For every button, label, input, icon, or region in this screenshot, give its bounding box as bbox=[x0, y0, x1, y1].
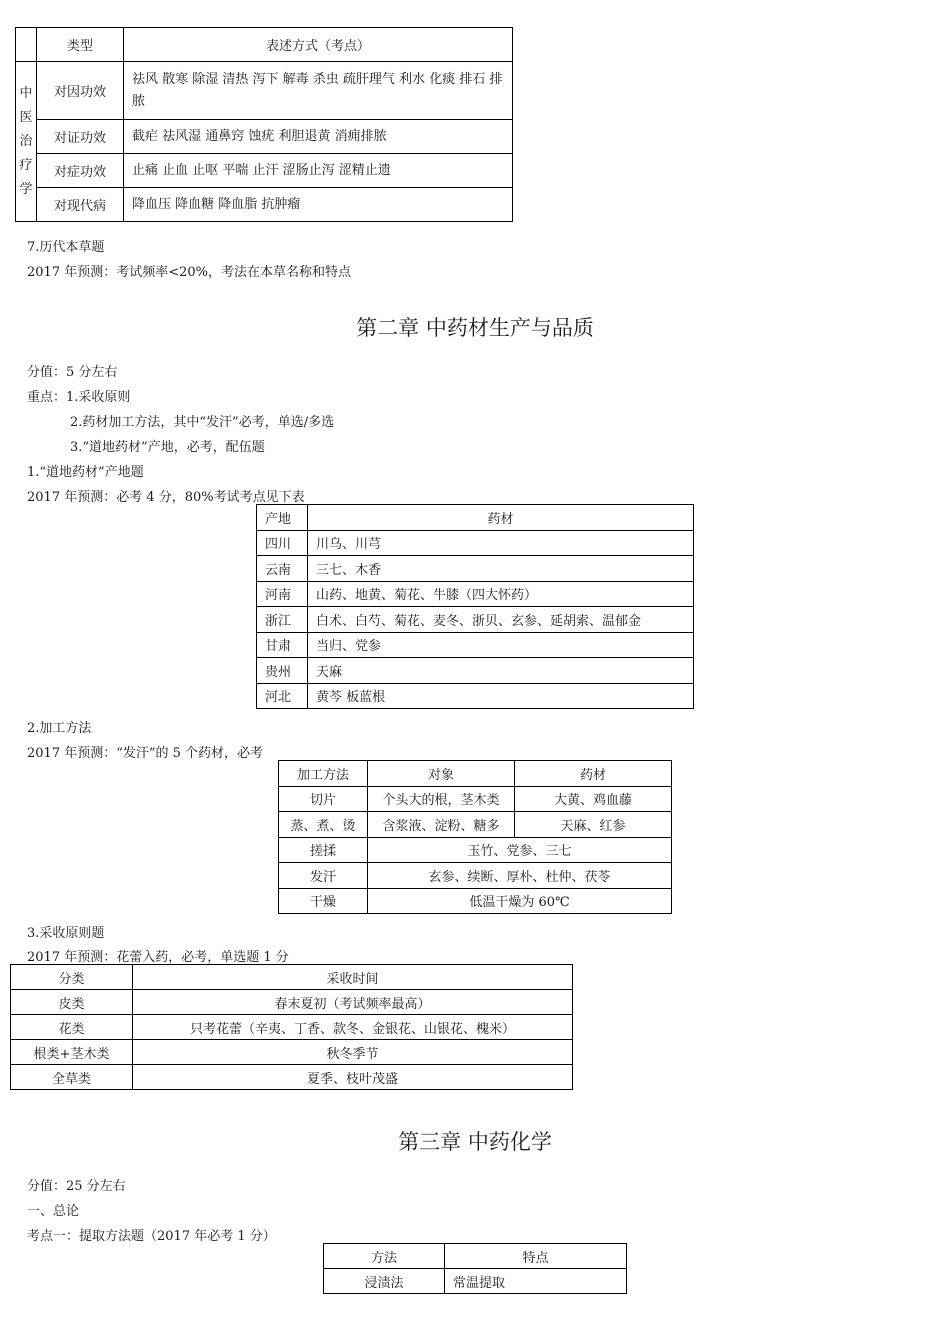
section-heading: 一、总论 bbox=[27, 1204, 80, 1219]
extraction-table bbox=[323, 1243, 627, 1294]
table-header-cell: 方法 bbox=[324, 1244, 445, 1269]
table-cell: 根类+茎木类 bbox=[11, 1040, 133, 1065]
table-row bbox=[257, 632, 694, 658]
table-cell: 山药、地黄、菊花、牛膝（四大怀药） bbox=[308, 581, 694, 607]
table-cell: 祛风 散寒 除湿 清热 泻下 解毒 杀虫 疏肝理气 利水 化痰 排石 排脓 bbox=[124, 62, 513, 120]
table-header-cell: 分类 bbox=[11, 965, 133, 990]
table-header-cell: 对象 bbox=[368, 761, 515, 787]
table-cell: 切片 bbox=[279, 786, 368, 812]
table-row bbox=[16, 120, 513, 154]
side-label-char: 医 bbox=[19, 109, 33, 125]
table-header-cell: 药材 bbox=[308, 505, 694, 531]
table-row bbox=[324, 1269, 627, 1294]
table-cell: 贵州 bbox=[257, 658, 308, 684]
table-header-cell: 产地 bbox=[257, 505, 308, 531]
table-cell: 河北 bbox=[257, 683, 308, 709]
table-cell: 对症功效 bbox=[37, 154, 124, 188]
table-row bbox=[279, 812, 672, 838]
table-cell: 川乌、川芎 bbox=[308, 530, 694, 556]
table-row bbox=[11, 1065, 573, 1090]
table-cell: 秋冬季节 bbox=[133, 1040, 573, 1065]
table-row bbox=[257, 581, 694, 607]
chapter-title: 第三章 中药化学 bbox=[398, 1130, 552, 1154]
table-row bbox=[279, 863, 672, 889]
table-cell: 只考花蕾（辛夷、丁香、款冬、金银花、山银花、槐米） bbox=[133, 1015, 573, 1040]
table-cell: 玄参、续断、厚朴、杜仲、茯苓 bbox=[368, 863, 672, 889]
table-row bbox=[279, 837, 672, 863]
table-row bbox=[11, 1040, 573, 1065]
table-header-row bbox=[257, 505, 694, 531]
table-header-cell: 药材 bbox=[515, 761, 672, 787]
table-cell: 河南 bbox=[257, 581, 308, 607]
side-label-char: 治 bbox=[19, 133, 33, 149]
table-row bbox=[257, 556, 694, 582]
table-row bbox=[11, 990, 573, 1015]
table-cell: 春末夏初（考试频率最高） bbox=[133, 990, 573, 1015]
table-cell: 天麻 bbox=[308, 658, 694, 684]
side-label-char: 中 bbox=[19, 85, 33, 101]
table-cell: 云南 bbox=[257, 556, 308, 582]
section-heading: 3.采收原则题 bbox=[27, 926, 105, 941]
score-text: 分值：25 分左右 bbox=[27, 1179, 126, 1194]
table-corner-cell bbox=[16, 28, 37, 62]
prediction-text: 2017 年预测：考试频率<20%，考法在本草名称和特点 bbox=[27, 265, 352, 280]
table-cell: 干燥 bbox=[279, 888, 368, 914]
table-header-cell: 表述方式（考点） bbox=[124, 28, 513, 62]
side-label bbox=[16, 62, 37, 222]
table-row bbox=[257, 530, 694, 556]
table-cell: 截疟 祛风湿 通鼻窍 蚀疣 利胆退黄 消痈排脓 bbox=[124, 120, 513, 154]
table-cell: 低温干燥为 60℃ bbox=[368, 888, 672, 914]
table-cell: 常温提取 bbox=[445, 1269, 627, 1294]
table-row bbox=[16, 62, 513, 120]
table-cell: 发汗 bbox=[279, 863, 368, 889]
table-cell: 含浆液、淀粉、糖多 bbox=[368, 812, 515, 838]
score-text: 分值：5 分左右 bbox=[27, 365, 118, 380]
table-header-cell: 特点 bbox=[445, 1244, 627, 1269]
table-cell: 大黄、鸡血藤 bbox=[515, 786, 672, 812]
table-cell: 四川 bbox=[257, 530, 308, 556]
table-cell: 搓揉 bbox=[279, 837, 368, 863]
table-cell: 夏季、枝叶茂盛 bbox=[133, 1065, 573, 1090]
prediction-text: 2017 年预测：“发汗”的 5 个药材，必考 bbox=[27, 746, 264, 761]
table-row bbox=[11, 1015, 573, 1040]
table-cell: 黄芩 板蓝根 bbox=[308, 683, 694, 709]
table-header-cell: 加工方法 bbox=[279, 761, 368, 787]
processing-table bbox=[278, 760, 672, 914]
key-points-text: 重点：1.采收原则 bbox=[27, 390, 131, 405]
table-header-row bbox=[279, 761, 672, 787]
table-row bbox=[16, 154, 513, 188]
table-row bbox=[279, 888, 672, 914]
table-header-cell: 采收时间 bbox=[133, 965, 573, 990]
table-cell: 白术、白芍、菊花、麦冬、浙贝、玄参、延胡索、温郁金 bbox=[308, 607, 694, 633]
section-heading: 7.历代本草题 bbox=[27, 240, 105, 255]
table-cell: 玉竹、党参、三七 bbox=[368, 837, 672, 863]
table-header-row bbox=[11, 965, 573, 990]
section-heading: 2.加工方法 bbox=[27, 721, 92, 736]
key-point-heading: 考点一：提取方法题（2017 年必考 1 分） bbox=[27, 1229, 276, 1244]
table-cell: 止痛 止血 止呕 平喘 止汗 涩肠止泻 涩精止遗 bbox=[124, 154, 513, 188]
table-header-cell: 类型 bbox=[37, 28, 124, 62]
table-cell: 个头大的根，茎木类 bbox=[368, 786, 515, 812]
side-label-char: 学 bbox=[19, 181, 33, 197]
table-cell: 对现代病 bbox=[37, 188, 124, 222]
table-row bbox=[257, 683, 694, 709]
table-cell: 天麻、红参 bbox=[515, 812, 672, 838]
table-cell: 浙江 bbox=[257, 607, 308, 633]
table-cell: 皮类 bbox=[11, 990, 133, 1015]
table-header-row bbox=[324, 1244, 627, 1269]
table-row bbox=[279, 786, 672, 812]
chapter-title: 第二章 中药材生产与品质 bbox=[356, 316, 594, 340]
table-cell: 甘肃 bbox=[257, 632, 308, 658]
prediction-text: 2017 年预测：必考 4 分，80%考试考点见下表 bbox=[27, 490, 305, 505]
table-row bbox=[257, 607, 694, 633]
efficacy-table bbox=[15, 27, 513, 222]
prediction-text: 2017 年预测：花蕾入药，必考，单选题 1 分 bbox=[27, 950, 289, 965]
table-cell: 对因功效 bbox=[37, 62, 124, 120]
side-label-char: 疗 bbox=[19, 157, 33, 173]
section-heading: 1.“道地药材”产地题 bbox=[27, 465, 144, 480]
table-row bbox=[257, 658, 694, 684]
table-cell: 对证功效 bbox=[37, 120, 124, 154]
table-cell: 蒸、煮、烫 bbox=[279, 812, 368, 838]
table-cell: 浸渍法 bbox=[324, 1269, 445, 1294]
table-cell: 花类 bbox=[11, 1015, 133, 1040]
table-cell: 当归、党参 bbox=[308, 632, 694, 658]
origin-table bbox=[256, 504, 694, 709]
key-points-text: 3.“道地药材”产地，必考，配伍题 bbox=[70, 440, 265, 455]
key-points-text: 2.药材加工方法，其中“发汗”必考，单选/多选 bbox=[70, 415, 335, 430]
table-row bbox=[16, 188, 513, 222]
table-header-row bbox=[16, 28, 513, 62]
table-cell: 三七、木香 bbox=[308, 556, 694, 582]
table-cell: 降血压 降血糖 降血脂 抗肿瘤 bbox=[124, 188, 513, 222]
table-cell: 全草类 bbox=[11, 1065, 133, 1090]
harvest-table bbox=[10, 964, 573, 1090]
